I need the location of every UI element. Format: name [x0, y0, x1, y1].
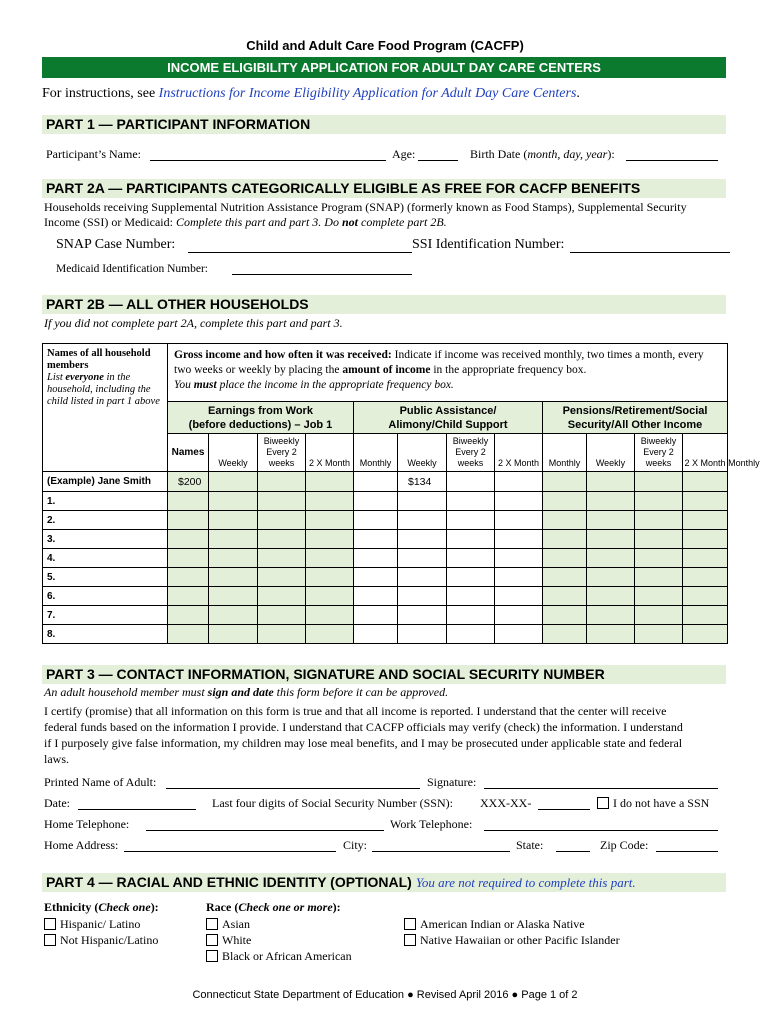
- income-cell[interactable]: [683, 606, 728, 625]
- income-cell[interactable]: [447, 530, 495, 549]
- income-cell[interactable]: [398, 492, 447, 511]
- home-address-label: Home Address:: [44, 838, 119, 852]
- race-option-black: Black or African American: [206, 949, 352, 964]
- freq-monthly: Monthly: [354, 434, 398, 472]
- income-cell[interactable]: [543, 587, 587, 606]
- participant-name-field[interactable]: [150, 160, 386, 161]
- freq-monthly: Monthly: [543, 434, 587, 472]
- table-row: [43, 511, 728, 530]
- table-row: [43, 530, 728, 549]
- income-cell[interactable]: [168, 568, 209, 587]
- program-title: Child and Adult Care Food Program (CACFP): [246, 38, 524, 53]
- income-cell[interactable]: [306, 530, 354, 549]
- work-tel-label: Work Telephone:: [390, 817, 473, 831]
- income-cell[interactable]: [168, 587, 209, 606]
- freq-biweekly: Biweekly Every 2 weeks: [635, 434, 683, 472]
- income-cell[interactable]: [168, 606, 209, 625]
- income-cell[interactable]: [495, 549, 543, 568]
- group-pensions: Pensions/Retirement/Social Security/All Other Income: [543, 402, 728, 434]
- income-cell[interactable]: [209, 511, 258, 530]
- income-cell[interactable]: [447, 568, 495, 587]
- table-row: [43, 606, 728, 625]
- income-cell[interactable]: [543, 549, 587, 568]
- freq-biweekly: Biweekly Every 2 weeks: [447, 434, 495, 472]
- income-cell[interactable]: [258, 530, 306, 549]
- income-cell[interactable]: [398, 549, 447, 568]
- state-label: State:: [516, 838, 544, 852]
- income-cell[interactable]: [683, 549, 728, 568]
- income-cell[interactable]: [683, 587, 728, 606]
- income-cell[interactable]: [495, 511, 543, 530]
- pacific-islander-checkbox[interactable]: [404, 934, 416, 946]
- instructions-suffix: .: [576, 86, 580, 101]
- income-cell[interactable]: [258, 549, 306, 568]
- income-cell[interactable]: [587, 530, 635, 549]
- form-banner: INCOME ELIGIBILITY APPLICATION FOR ADULT DAY CARE CENTERS: [42, 57, 726, 78]
- part2a-title: PART 2A — PARTICIPANTS CATEGORICALLY ELIGIBLE AS FREE FOR CACFP BENEFITS: [42, 179, 726, 198]
- income-cell[interactable]: [587, 587, 635, 606]
- names-column-header: Names: [168, 434, 209, 472]
- income-cell[interactable]: [447, 606, 495, 625]
- income-cell[interactable]: [209, 492, 258, 511]
- freq-twice-month: 2 X Month: [306, 434, 354, 472]
- member-row-label[interactable]: 4.: [43, 549, 168, 568]
- table-row: [43, 587, 728, 606]
- income-cell[interactable]: [447, 587, 495, 606]
- group-earnings: Earnings from Work (before deductions) – Job 1: [168, 402, 354, 434]
- income-cell[interactable]: [398, 587, 447, 606]
- date-field[interactable]: [78, 809, 196, 810]
- income-cell[interactable]: [543, 492, 587, 511]
- member-row-label[interactable]: 2.: [43, 511, 168, 530]
- income-cell[interactable]: [398, 606, 447, 625]
- printed-name-field[interactable]: [166, 788, 420, 789]
- freq-weekly: Weekly: [209, 434, 258, 472]
- date-label: Date:: [44, 796, 70, 810]
- work-tel-field[interactable]: [484, 830, 718, 831]
- table-row: [43, 625, 728, 644]
- printed-name-label: Printed Name of Adult:: [44, 775, 157, 789]
- part2b-title: PART 2B — ALL OTHER HOUSEHOLDS: [42, 295, 726, 314]
- income-cell[interactable]: [683, 492, 728, 511]
- income-cell[interactable]: [635, 511, 683, 530]
- income-cell[interactable]: [354, 568, 398, 587]
- american-indian-checkbox[interactable]: [404, 918, 416, 930]
- instructions-prefix: For instructions, see: [42, 86, 159, 101]
- state-field[interactable]: [556, 851, 590, 852]
- income-cell[interactable]: [398, 530, 447, 549]
- hispanic-checkbox[interactable]: [44, 918, 56, 930]
- race-option-pacific-islander: Native Hawaiian or other Pacific Islander: [404, 933, 620, 948]
- part4-note: You are not required to complete this part.: [415, 875, 636, 890]
- income-cell[interactable]: [683, 511, 728, 530]
- freq-biweekly: Biweekly Every 2 weeks: [258, 434, 306, 472]
- income-cell[interactable]: [306, 568, 354, 587]
- income-cell[interactable]: [258, 625, 306, 644]
- cert-line1: I certify (promise) that all information on this form is true and that all income is reported. I understand that the center will receive: [44, 704, 667, 718]
- income-cell[interactable]: [258, 568, 306, 587]
- income-cell[interactable]: [398, 625, 447, 644]
- cert-line2: federal funds based on the information I provide. I understand that CACFP officials may verify (check) the information. I understand: [44, 720, 683, 734]
- income-cell[interactable]: [543, 625, 587, 644]
- income-cell[interactable]: [635, 492, 683, 511]
- income-cell[interactable]: [354, 530, 398, 549]
- part2b-subtitle: If you did not complete part 2A, complete this part and part 3.: [44, 316, 343, 330]
- zip-field[interactable]: [656, 851, 718, 852]
- income-cell[interactable]: [354, 511, 398, 530]
- member-row-label[interactable]: 3.: [43, 530, 168, 549]
- example-name: (Example) Jane Smith: [43, 472, 168, 492]
- income-cell[interactable]: [209, 568, 258, 587]
- income-cell[interactable]: [168, 549, 209, 568]
- black-checkbox[interactable]: [206, 950, 218, 962]
- income-cell[interactable]: [258, 511, 306, 530]
- table-row: [43, 568, 728, 587]
- age-field[interactable]: [418, 160, 458, 161]
- home-tel-field[interactable]: [146, 830, 384, 831]
- part3-title: PART 3 — CONTACT INFORMATION, SIGNATURE AND SOCIAL SECURITY NUMBER: [42, 665, 726, 684]
- city-field[interactable]: [372, 851, 510, 852]
- income-cell[interactable]: [635, 530, 683, 549]
- part2a-desc-line1: Households receiving Supplemental Nutrition Assistance Program (SNAP) (formerly known as Food Stamps), Supplemental Security: [44, 200, 687, 214]
- cert-line3: if I purposely give false information, my children may lose meal benefits, and I may be prosecuted under applicable state and federal: [44, 736, 683, 750]
- home-address-field[interactable]: [124, 851, 336, 852]
- income-cell[interactable]: [306, 606, 354, 625]
- income-cell[interactable]: [398, 511, 447, 530]
- income-cell[interactable]: [209, 530, 258, 549]
- income-cell[interactable]: [587, 568, 635, 587]
- zip-label: Zip Code:: [600, 838, 649, 852]
- ethnicity-label: Ethnicity (Check one):: [44, 900, 159, 914]
- freq-weekly: Weekly: [587, 434, 635, 472]
- snap-label: SNAP Case Number:: [56, 237, 176, 252]
- income-cell[interactable]: [587, 625, 635, 644]
- not-hispanic-checkbox[interactable]: [44, 934, 56, 946]
- income-cell[interactable]: [635, 606, 683, 625]
- white-checkbox[interactable]: [206, 934, 218, 946]
- income-cell[interactable]: [258, 606, 306, 625]
- freq-twice-month: 2 X Month: [495, 434, 543, 472]
- freq-weekly: Weekly: [398, 434, 447, 472]
- age-label: Age:: [392, 147, 416, 161]
- part4-title: PART 4 — RACIAL AND ETHNIC IDENTITY (OPTIONAL) You are not required to complete this part.: [42, 873, 726, 892]
- ssi-label: SSI Identification Number:: [412, 237, 565, 252]
- income-cell[interactable]: [495, 625, 543, 644]
- names-instruction-cell: Names of all household members List everyone in the household, including the child listed in part 1 above: [43, 344, 168, 472]
- income-cell[interactable]: [258, 492, 306, 511]
- income-cell[interactable]: [495, 492, 543, 511]
- member-row-label[interactable]: 6.: [43, 587, 168, 606]
- ssn-prefix: XXX-XX-: [480, 796, 532, 810]
- income-cell[interactable]: [587, 492, 635, 511]
- income-cell[interactable]: [543, 606, 587, 625]
- income-cell[interactable]: [447, 511, 495, 530]
- snap-case-field[interactable]: [188, 252, 412, 253]
- income-cell[interactable]: [495, 587, 543, 606]
- income-cell[interactable]: [354, 492, 398, 511]
- income-cell[interactable]: [495, 568, 543, 587]
- income-cell[interactable]: [447, 625, 495, 644]
- income-cell[interactable]: [543, 530, 587, 549]
- income-cell[interactable]: [543, 568, 587, 587]
- home-tel-label: Home Telephone:: [44, 817, 130, 831]
- income-cell[interactable]: [635, 625, 683, 644]
- gross-income-instructions: Gross income and how often it was received: Indicate if income was received monthly, two times a month, every two weeks or weekly by placing the amount of income in the appropriate frequency box. You must place the income in the appropriate frequency box.: [168, 344, 728, 402]
- income-cell[interactable]: [447, 492, 495, 511]
- income-cell[interactable]: [168, 511, 209, 530]
- ethnicity-option-not-hispanic: Not Hispanic/Latino: [44, 933, 158, 948]
- income-cell[interactable]: [683, 625, 728, 644]
- birth-date-field[interactable]: [626, 160, 718, 161]
- income-cell[interactable]: [354, 549, 398, 568]
- income-cell[interactable]: [168, 625, 209, 644]
- income-cell[interactable]: [306, 625, 354, 644]
- participant-name-label: Participant’s Name:: [46, 147, 141, 161]
- income-cell[interactable]: [354, 625, 398, 644]
- income-cell[interactable]: [398, 568, 447, 587]
- income-table: Names of all household members List everyone in the household, including the child listed in part 1 above Gross income and how often it was received: Indicate if income was received monthly, two times a month, every two weeks or weekly by placing the amount of income in the appropriate frequency box. You must place the income in the appropriate frequency box. Earnings from Work (before deductions) – Job 1 Public Assistance/ Alimony/Child Support Pensions/Retirement/Social Security/All Other Income Names Weekly Biweekly Every 2 weeks 2 X Month Monthly Weekly Biweekly Every 2 weeks 2 X Month Monthly Weekly Biweekly Every 2 weeks 2 X Month Monthly (Example) Jane Smith $200 $134 1. 2. 3. 4. 5. 6. 7. 8.: [42, 343, 728, 644]
- income-cell[interactable]: [209, 549, 258, 568]
- member-row-label[interactable]: 5.: [43, 568, 168, 587]
- cert-line4: laws.: [44, 752, 69, 766]
- income-cell[interactable]: [209, 587, 258, 606]
- income-cell[interactable]: [543, 511, 587, 530]
- ssn-last-four-field[interactable]: [538, 809, 590, 810]
- asian-checkbox[interactable]: [206, 918, 218, 930]
- income-cell[interactable]: [306, 587, 354, 606]
- page-footer: Connecticut State Department of Education ● Revised April 2016 ● Page 1 of 2: [192, 989, 578, 1001]
- freq-twice-month: 2 X Month: [683, 434, 728, 472]
- income-cell[interactable]: [587, 549, 635, 568]
- ssi-id-field[interactable]: [570, 252, 730, 253]
- group-public-assistance: Public Assistance/ Alimony/Child Support: [354, 402, 543, 434]
- part2a-desc-line2: Income (SSI) or Medicaid: Complete this part and part 3. Do not complete part 2B.: [44, 215, 447, 229]
- instructions-line: [42, 86, 580, 102]
- table-row: [43, 549, 728, 568]
- income-cell[interactable]: [168, 530, 209, 549]
- income-cell[interactable]: [354, 587, 398, 606]
- income-cell[interactable]: [209, 625, 258, 644]
- signature-label: Signature:: [427, 775, 477, 789]
- income-cell[interactable]: [447, 549, 495, 568]
- income-cell[interactable]: [683, 568, 728, 587]
- income-cell[interactable]: [683, 530, 728, 549]
- member-row-label[interactable]: 1.: [43, 492, 168, 511]
- income-cell[interactable]: [635, 587, 683, 606]
- race-option-american-indian: American Indian or Alaska Native: [404, 917, 585, 932]
- part1-title: PART 1 — PARTICIPANT INFORMATION: [42, 115, 726, 134]
- example-earnings-weekly: $200: [168, 472, 209, 492]
- race-option-white: White: [206, 933, 251, 948]
- race-option-asian: Asian: [206, 917, 250, 932]
- income-cell[interactable]: [635, 549, 683, 568]
- income-cell[interactable]: [209, 606, 258, 625]
- member-row-label[interactable]: 8.: [43, 625, 168, 644]
- city-label: City:: [343, 838, 368, 852]
- income-cell[interactable]: [495, 530, 543, 549]
- no-ssn-checkbox[interactable]: [597, 797, 609, 809]
- ethnicity-option-hispanic: Hispanic/ Latino: [44, 917, 140, 932]
- income-cell[interactable]: [258, 587, 306, 606]
- ssn-label: Last four digits of Social Security Number (SSN):: [212, 796, 453, 810]
- income-cell[interactable]: [587, 511, 635, 530]
- income-cell[interactable]: [306, 492, 354, 511]
- instructions-link[interactable]: Instructions for Income Eligibility Application for Adult Day Care Centers: [158, 86, 577, 101]
- table-row-example: [43, 472, 728, 492]
- birth-date-label: Birth Date (month, day, year):: [470, 147, 615, 161]
- signature-field[interactable]: [484, 788, 718, 789]
- income-cell[interactable]: [354, 606, 398, 625]
- part3-subtitle: An adult household member must sign and date this form before it can be approved.: [44, 685, 449, 699]
- income-cell[interactable]: [306, 549, 354, 568]
- table-row: [43, 492, 728, 511]
- income-cell[interactable]: [168, 492, 209, 511]
- member-row-label[interactable]: 7.: [43, 606, 168, 625]
- race-label: Race (Check one or more):: [206, 900, 341, 914]
- income-cell[interactable]: [495, 606, 543, 625]
- medicaid-label: Medicaid Identification Number:: [56, 263, 209, 275]
- example-assistance-biweekly: $134: [398, 472, 447, 492]
- income-cell[interactable]: [306, 511, 354, 530]
- medicaid-id-field[interactable]: [232, 274, 412, 275]
- no-ssn-option: I do not have a SSN: [597, 796, 709, 811]
- income-cell[interactable]: [635, 568, 683, 587]
- income-cell[interactable]: [587, 606, 635, 625]
